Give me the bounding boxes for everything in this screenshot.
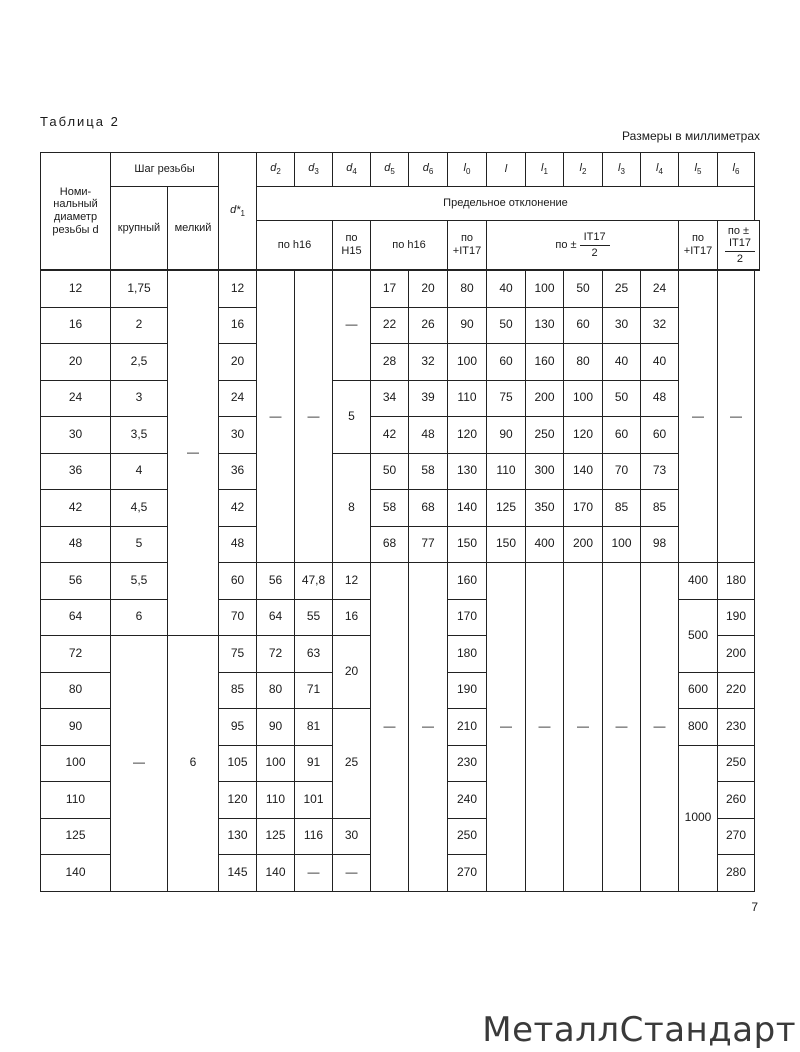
- units-note: Размеры в миллиметрах: [622, 129, 760, 143]
- cell-d1: 145: [219, 855, 257, 892]
- table-row: [41, 526, 760, 563]
- cell-l2: 120: [564, 417, 603, 454]
- cell-l4: 73: [641, 453, 679, 490]
- cell-l6: 230: [718, 709, 755, 746]
- cell-l: 40: [487, 270, 526, 307]
- cell-d: 20: [41, 344, 111, 381]
- cell-d1: 16: [219, 307, 257, 344]
- cell-d1: 75: [219, 636, 257, 673]
- cell-l4: 32: [641, 307, 679, 344]
- cell-l: 150: [487, 526, 526, 563]
- cell-l6: 180: [718, 563, 755, 600]
- cell-d: 30: [41, 417, 111, 454]
- table-row: [41, 307, 760, 344]
- cell-d1: 95: [219, 709, 257, 746]
- tol-pm-IT17-half-a: по ± $\frac{IT17}{2}$: [487, 221, 679, 271]
- cell-d3: 116: [295, 818, 333, 855]
- cell-l5: 400: [679, 563, 718, 600]
- cell-d1: 130: [219, 818, 257, 855]
- cell-l0: 180: [448, 636, 487, 673]
- cell-l6-merged: —: [718, 270, 755, 563]
- cell-l3: 100: [603, 526, 641, 563]
- page-number: 7: [751, 900, 758, 914]
- cell-l6: 250: [718, 745, 755, 782]
- cell-d2: 90: [257, 709, 295, 746]
- cell-d3: 91: [295, 745, 333, 782]
- cell-coarse: 4: [111, 453, 168, 490]
- cell-l5-merged: 1000: [679, 745, 718, 891]
- header-d4: $d_4$: [333, 153, 371, 187]
- header-nominal-diameter: Номи- нальный диаметр резьбы d: [41, 153, 111, 271]
- header-l6: $l_6$: [718, 153, 755, 187]
- cell-l0: 120: [448, 417, 487, 454]
- header-d3: $d_3$: [295, 153, 333, 187]
- cell-l2: 60: [564, 307, 603, 344]
- cell-d5: 58: [371, 490, 409, 527]
- cell-l1: 130: [526, 307, 564, 344]
- header-l0: $l_0$: [448, 153, 487, 187]
- cell-l5-merged: —: [679, 270, 718, 563]
- cell-coarse: 4,5: [111, 490, 168, 527]
- cell-l0: 170: [448, 599, 487, 636]
- cell-d4: —: [333, 855, 371, 892]
- cell-d1: 36: [219, 453, 257, 490]
- cell-d: 80: [41, 672, 111, 709]
- cell-l2: 50: [564, 270, 603, 307]
- header-d1: $d*_1$: [219, 153, 257, 271]
- cell-d6: 77: [409, 526, 448, 563]
- table-row: [41, 563, 760, 600]
- cell-d1: 70: [219, 599, 257, 636]
- cell-fine-merged: 6: [168, 636, 219, 892]
- cell-d3: 81: [295, 709, 333, 746]
- cell-fine-merged: —: [168, 270, 219, 636]
- cell-coarse: 3,5: [111, 417, 168, 454]
- cell-d3: —: [295, 855, 333, 892]
- tol-H15: по H15: [333, 221, 371, 271]
- cell-l0: 130: [448, 453, 487, 490]
- cell-l0: 90: [448, 307, 487, 344]
- cell-d: 48: [41, 526, 111, 563]
- cell-l1: 200: [526, 380, 564, 417]
- cell-d: 36: [41, 453, 111, 490]
- tol-plus-IT17-b: по +IT17: [679, 221, 718, 271]
- header-coarse: крупный: [111, 187, 168, 271]
- cell-l: 60: [487, 344, 526, 381]
- cell-l0: 270: [448, 855, 487, 892]
- cell-d: 140: [41, 855, 111, 892]
- cell-d: 110: [41, 782, 111, 819]
- cell-l0: 230: [448, 745, 487, 782]
- header-l2: $l_2$: [564, 153, 603, 187]
- header-tolerance: Предельное отклонение: [257, 187, 755, 221]
- cell-coarse: 1,75: [111, 270, 168, 307]
- cell-l2: 140: [564, 453, 603, 490]
- cell-l0: 150: [448, 526, 487, 563]
- cell-d2: 80: [257, 672, 295, 709]
- cell-l2-merged: —: [564, 563, 603, 892]
- header-l5: $l_5$: [679, 153, 718, 187]
- dimensions-table: [40, 152, 760, 892]
- table-row: [41, 417, 760, 454]
- cell-d6-merged: —: [409, 563, 448, 892]
- cell-l3: 70: [603, 453, 641, 490]
- cell-l1: 350: [526, 490, 564, 527]
- cell-d3: 63: [295, 636, 333, 673]
- cell-d3: 101: [295, 782, 333, 819]
- cell-l0: 100: [448, 344, 487, 381]
- cell-l0: 210: [448, 709, 487, 746]
- cell-l4: 98: [641, 526, 679, 563]
- header-d6: $d_6$: [409, 153, 448, 187]
- cell-d5: 22: [371, 307, 409, 344]
- table-row: [41, 453, 760, 490]
- cell-d2: 100: [257, 745, 295, 782]
- cell-l0: 240: [448, 782, 487, 819]
- cell-d3-merged: —: [295, 270, 333, 563]
- cell-d4-merged: —: [333, 270, 371, 380]
- cell-l3-merged: —: [603, 563, 641, 892]
- cell-d1: 30: [219, 417, 257, 454]
- cell-d4-merged: 5: [333, 380, 371, 453]
- cell-l4: 60: [641, 417, 679, 454]
- cell-coarse: 5,5: [111, 563, 168, 600]
- table-row: [41, 380, 760, 417]
- cell-l3: 50: [603, 380, 641, 417]
- cell-d1: 120: [219, 782, 257, 819]
- cell-d1: 105: [219, 745, 257, 782]
- tol-pm-IT17-half-b: по ± $\frac{IT17}{2}$: [718, 221, 760, 271]
- cell-l4: 24: [641, 270, 679, 307]
- cell-l6: 190: [718, 599, 755, 636]
- cell-d3: 47,8: [295, 563, 333, 600]
- cell-d6: 48: [409, 417, 448, 454]
- cell-l6: 280: [718, 855, 755, 892]
- table-row: [41, 270, 760, 307]
- cell-d5: 42: [371, 417, 409, 454]
- tol-h16-b: по h16: [371, 221, 448, 271]
- cell-l3: 85: [603, 490, 641, 527]
- cell-l: 125: [487, 490, 526, 527]
- header-l1: $l_1$: [526, 153, 564, 187]
- cell-l3: 30: [603, 307, 641, 344]
- cell-coarse: 2: [111, 307, 168, 344]
- cell-d4-merged: 8: [333, 453, 371, 563]
- cell-d2: 110: [257, 782, 295, 819]
- header-fine: мелкий: [168, 187, 219, 271]
- cell-coarse: 2,5: [111, 344, 168, 381]
- cell-coarse: 3: [111, 380, 168, 417]
- header-d5: $d_5$: [371, 153, 409, 187]
- cell-l3: 60: [603, 417, 641, 454]
- cell-l4-merged: —: [641, 563, 679, 892]
- cell-d6: 68: [409, 490, 448, 527]
- cell-d1: 20: [219, 344, 257, 381]
- cell-l0: 160: [448, 563, 487, 600]
- watermark: МеталлСтандарт: [482, 1010, 796, 1050]
- cell-d5: 28: [371, 344, 409, 381]
- cell-l4: 85: [641, 490, 679, 527]
- cell-d4: 30: [333, 818, 371, 855]
- cell-l6: 200: [718, 636, 755, 673]
- cell-l: 75: [487, 380, 526, 417]
- cell-d2: 64: [257, 599, 295, 636]
- cell-l2: 200: [564, 526, 603, 563]
- cell-d5-merged: —: [371, 563, 409, 892]
- cell-d2: 140: [257, 855, 295, 892]
- cell-l1: 160: [526, 344, 564, 381]
- cell-l0: 140: [448, 490, 487, 527]
- cell-d5: 68: [371, 526, 409, 563]
- cell-l2: 100: [564, 380, 603, 417]
- cell-d6: 39: [409, 380, 448, 417]
- cell-l2: 170: [564, 490, 603, 527]
- cell-l0: 190: [448, 672, 487, 709]
- cell-d: 12: [41, 270, 111, 307]
- cell-l5: 800: [679, 709, 718, 746]
- cell-l4: 48: [641, 380, 679, 417]
- cell-l6: 260: [718, 782, 755, 819]
- cell-d2: 56: [257, 563, 295, 600]
- header-l: l: [487, 153, 526, 187]
- cell-d2-merged: —: [257, 270, 295, 563]
- cell-l3: 40: [603, 344, 641, 381]
- cell-l6: 270: [718, 818, 755, 855]
- cell-d4: 12: [333, 563, 371, 600]
- header-d2: $d_2$: [257, 153, 295, 187]
- cell-d: 72: [41, 636, 111, 673]
- cell-d: 16: [41, 307, 111, 344]
- cell-l6: 220: [718, 672, 755, 709]
- cell-l: 110: [487, 453, 526, 490]
- cell-d1: 24: [219, 380, 257, 417]
- cell-d2: 72: [257, 636, 295, 673]
- header-l4: $l_4$: [641, 153, 679, 187]
- cell-l: 90: [487, 417, 526, 454]
- cell-coarse: 5: [111, 526, 168, 563]
- cell-l1: 100: [526, 270, 564, 307]
- cell-l2: 80: [564, 344, 603, 381]
- cell-d5: 34: [371, 380, 409, 417]
- cell-d: 56: [41, 563, 111, 600]
- cell-d: 125: [41, 818, 111, 855]
- cell-d6: 26: [409, 307, 448, 344]
- cell-d: 64: [41, 599, 111, 636]
- header-l3: $l_3$: [603, 153, 641, 187]
- table-row: [41, 344, 760, 381]
- header-pitch: Шаг резьбы: [111, 153, 219, 187]
- cell-d6: 20: [409, 270, 448, 307]
- table-caption: Таблица 2: [40, 114, 120, 129]
- cell-d1: 12: [219, 270, 257, 307]
- cell-coarse: 6: [111, 599, 168, 636]
- cell-d: 90: [41, 709, 111, 746]
- cell-d: 42: [41, 490, 111, 527]
- cell-d4-merged: 25: [333, 709, 371, 819]
- cell-d1: 60: [219, 563, 257, 600]
- cell-l1: 300: [526, 453, 564, 490]
- cell-l0: 250: [448, 818, 487, 855]
- cell-l5-merged: 500: [679, 599, 718, 672]
- cell-l3: 25: [603, 270, 641, 307]
- cell-d4: 16: [333, 599, 371, 636]
- cell-l4: 40: [641, 344, 679, 381]
- cell-l0: 110: [448, 380, 487, 417]
- cell-l1: 250: [526, 417, 564, 454]
- cell-d1: 48: [219, 526, 257, 563]
- cell-d6: 32: [409, 344, 448, 381]
- tol-plus-IT17-a: по +IT17: [448, 221, 487, 271]
- cell-d6: 58: [409, 453, 448, 490]
- cell-d: 24: [41, 380, 111, 417]
- cell-d3: 71: [295, 672, 333, 709]
- cell-l0: 80: [448, 270, 487, 307]
- cell-l5: 600: [679, 672, 718, 709]
- cell-coarse-merged: —: [111, 636, 168, 892]
- cell-d4-merged: 20: [333, 636, 371, 709]
- cell-l-merged: —: [487, 563, 526, 892]
- cell-d5: 50: [371, 453, 409, 490]
- tol-h16-a: по h16: [257, 221, 333, 271]
- cell-l1-merged: —: [526, 563, 564, 892]
- cell-d1: 85: [219, 672, 257, 709]
- table-row: [41, 490, 760, 527]
- cell-d: 100: [41, 745, 111, 782]
- cell-l: 50: [487, 307, 526, 344]
- cell-d1: 42: [219, 490, 257, 527]
- cell-d3: 55: [295, 599, 333, 636]
- cell-d5: 17: [371, 270, 409, 307]
- cell-l1: 400: [526, 526, 564, 563]
- cell-d2: 125: [257, 818, 295, 855]
